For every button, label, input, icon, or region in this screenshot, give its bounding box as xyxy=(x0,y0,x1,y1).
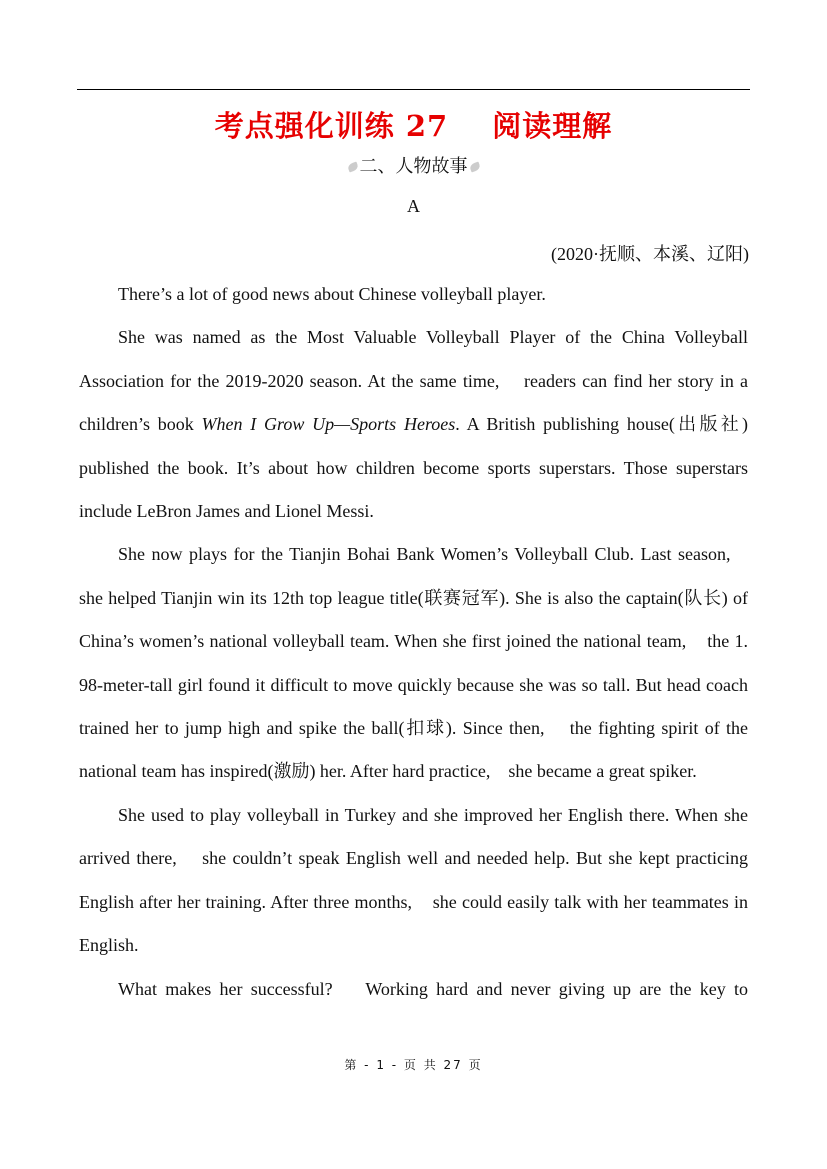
passage-letter: A xyxy=(407,196,420,216)
passage-source: (2020·抚顺、本溪、辽阳) xyxy=(551,244,749,264)
leaf-right-icon xyxy=(468,162,480,173)
paragraph-5: What makes her successful? Working hard and never giving up are the key to xyxy=(118,978,748,999)
section-heading xyxy=(0,152,827,178)
paragraph-2 xyxy=(79,316,748,533)
paragraph-4: She used to play volleyball in Turkey and she improved her English there. When she arrived there, she couldn’t speak English well and needed help. But she kept practicing English after her training. After three months, she could easily talk with her teammates in English. xyxy=(79,804,748,956)
book-title: When I Grow Up—Sports Heroes xyxy=(201,414,456,435)
title-subject: 阅读理解 xyxy=(492,109,613,143)
page-footer: 第 - 1 - 页 共 27 页 xyxy=(344,1058,483,1072)
leaf-left-icon xyxy=(346,162,358,173)
paragraph-2-text-a: She was named as the Most Valuable Volleyball Player of the China Volleyball Association for the 2019-2020 season. At the same time, readers can find her story in a children’s book xyxy=(79,327,748,435)
paragraph-1: There’s a lot of good news about Chinese volleyball player. xyxy=(118,284,546,304)
passage-body xyxy=(79,273,748,1011)
section-label: 二、人物故事 xyxy=(359,156,468,177)
title-topic: 考点强化训练 27 xyxy=(214,109,449,143)
paragraph-3: She now plays for the Tianjin Bohai Bank Women’s Volleyball Club. Last season, she helped Tianjin win its 12th top league title(联赛冠军). She is also the captain(队长) of China’s women’s national volleyball team. When she first joined the national team, the 1. 98-meter-tall girl found it difficult to move quickly because she was so tall. But head coach trained her to jump high and spike the ball(扣球). Since then, the fighting spirit of the national team has inspired(激励) her. After hard practice, she became a great spiker. xyxy=(79,544,748,782)
paragraph-2-text-b: . A British publishing house(出版社) published the book. It’s about how children become sports superstars. Those superstars include LeBron James and Lionel Messi. xyxy=(79,414,749,522)
page-title xyxy=(0,104,827,145)
header-rule xyxy=(77,89,750,90)
